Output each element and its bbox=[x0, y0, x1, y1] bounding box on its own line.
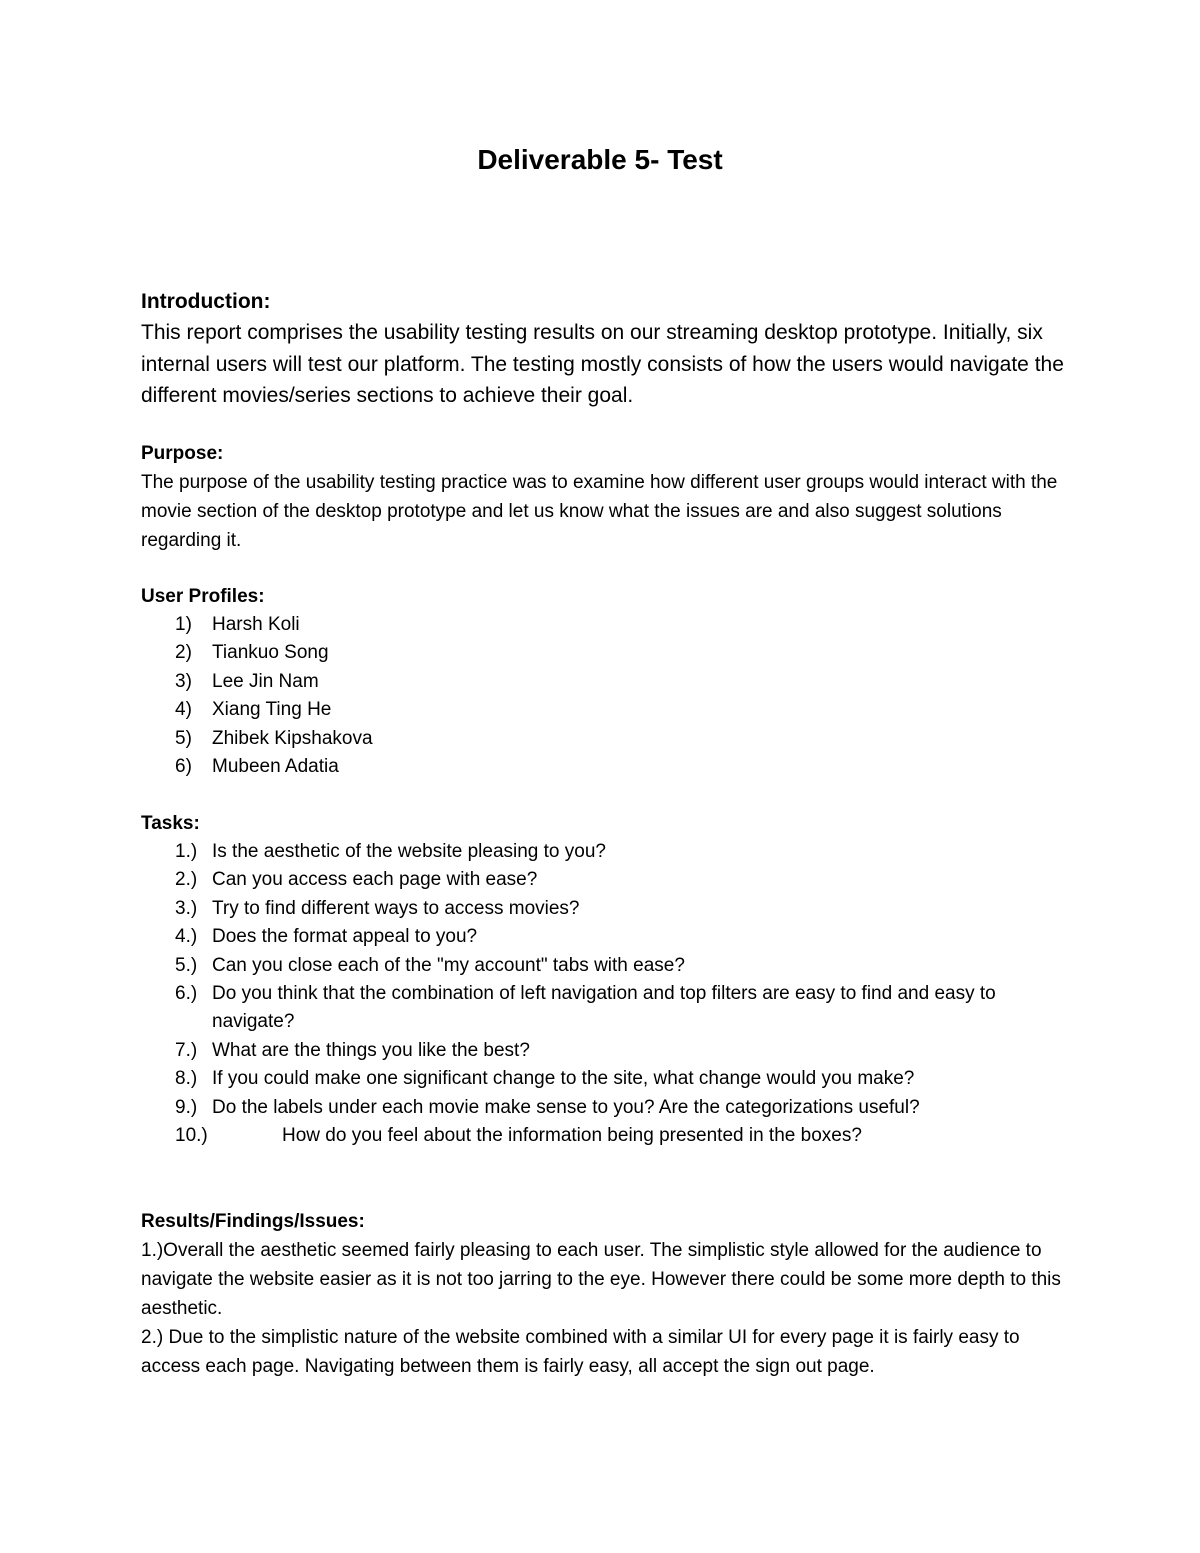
list-item bbox=[141, 696, 1071, 724]
list-item-text: How do you feel about the information being presented in the boxes? bbox=[282, 1125, 862, 1147]
tasks-heading: Tasks: bbox=[141, 813, 200, 834]
list-item-text: Do the labels under each movie make sense to you? Are the categorizations useful? bbox=[212, 1096, 920, 1118]
list-item-number: 8.) bbox=[175, 1068, 198, 1090]
list-item-number: 7.) bbox=[175, 1039, 198, 1061]
list-item bbox=[141, 895, 1071, 923]
list-item-text: Zhibek Kipshakova bbox=[212, 727, 373, 749]
list-item-text: If you could make one significant change to the site, what change would you make? bbox=[212, 1068, 915, 1090]
list-item-number: 1.) bbox=[175, 841, 198, 862]
results-paragraph: 1.)Overall the aesthetic seemed fairly pleasing to each user. The simplistic style allowed for the audience to navigate the website easier as it is not too jarring to the eye. However there could be some more depth to this aesthetic. bbox=[141, 1240, 1061, 1319]
list-item-number: 4) bbox=[175, 699, 192, 721]
results-heading: Results/Findings/Issues: bbox=[141, 1211, 365, 1232]
list-item bbox=[141, 611, 1071, 639]
introduction-section bbox=[141, 286, 1071, 412]
tasks-list bbox=[141, 838, 1071, 1150]
introduction-heading: Introduction: bbox=[141, 290, 271, 313]
list-item-number: 2) bbox=[175, 642, 192, 664]
list-item bbox=[141, 866, 1071, 894]
purpose-text: The purpose of the usability testing practice was to examine how different user groups would interact with the movie section of the desktop prototype and let us know what the issues are and also suggest solutions regarding it. bbox=[141, 472, 1058, 551]
list-item-text: Xiang Ting He bbox=[212, 699, 332, 721]
user-profiles-list bbox=[141, 611, 1071, 781]
list-item-text: Do you think that the combination of left navigation and top filters are easy to find and easy to navigate? bbox=[212, 983, 996, 1033]
user-profiles-heading: User Profiles: bbox=[141, 586, 265, 607]
list-item bbox=[141, 838, 1071, 866]
list-item bbox=[141, 725, 1071, 753]
list-item-number: 5.) bbox=[175, 954, 198, 976]
list-item bbox=[141, 952, 1071, 980]
list-item-number: 10.) bbox=[175, 1125, 208, 1147]
list-item-number: 5) bbox=[175, 727, 192, 749]
list-item-text: Can you close each of the "my account" tabs with ease? bbox=[212, 954, 685, 976]
list-item-text: Lee Jin Nam bbox=[212, 670, 319, 692]
list-item bbox=[141, 980, 1071, 1037]
list-item-number: 1) bbox=[175, 614, 192, 635]
document-title: Deliverable 5- Test bbox=[477, 144, 723, 175]
user-profiles-section bbox=[141, 583, 1071, 781]
list-item-number: 3) bbox=[175, 670, 192, 692]
list-item-text: Mubeen Adatia bbox=[212, 756, 339, 778]
list-item-number: 2.) bbox=[175, 869, 198, 891]
list-item-text: Can you access each page with ease? bbox=[212, 869, 538, 891]
list-item bbox=[141, 668, 1071, 696]
list-item-number: 3.) bbox=[175, 897, 198, 919]
list-item bbox=[141, 753, 1071, 781]
tasks-section bbox=[141, 810, 1071, 1150]
list-item-number: 6) bbox=[175, 756, 192, 778]
introduction-text: This report comprises the usability testing results on our streaming desktop prototype. Initially, six internal users will test our platform. The testing mostly consists of how the users would navigate the different movies/series sections to achieve their goal. bbox=[141, 321, 1064, 407]
list-item-text: Harsh Koli bbox=[212, 614, 300, 635]
list-item-text: Try to find different ways to access movies? bbox=[212, 897, 580, 919]
list-item-number: 6.) bbox=[175, 983, 198, 1005]
list-item bbox=[141, 1037, 1071, 1065]
results-section bbox=[141, 1208, 1071, 1381]
list-item bbox=[141, 639, 1071, 667]
list-item bbox=[141, 1094, 1071, 1122]
list-item-text: Does the format appeal to you? bbox=[212, 926, 478, 948]
purpose-heading: Purpose: bbox=[141, 443, 224, 464]
list-item-text: What are the things you like the best? bbox=[212, 1039, 530, 1061]
list-item bbox=[141, 923, 1071, 951]
list-item bbox=[141, 1065, 1071, 1093]
list-item-number: 9.) bbox=[175, 1096, 198, 1118]
list-item-text: Is the aesthetic of the website pleasing to you? bbox=[212, 841, 606, 862]
purpose-section bbox=[141, 440, 1071, 555]
results-paragraph: 2.) Due to the simplistic nature of the website combined with a similar UI for every page it is fairly easy to access each page. Navigating between them is fairly easy, all accept the sign out page. bbox=[141, 1327, 1020, 1377]
list-item bbox=[141, 1122, 1071, 1150]
list-item-text: Tiankuo Song bbox=[212, 642, 329, 664]
list-item-number: 4.) bbox=[175, 926, 198, 948]
